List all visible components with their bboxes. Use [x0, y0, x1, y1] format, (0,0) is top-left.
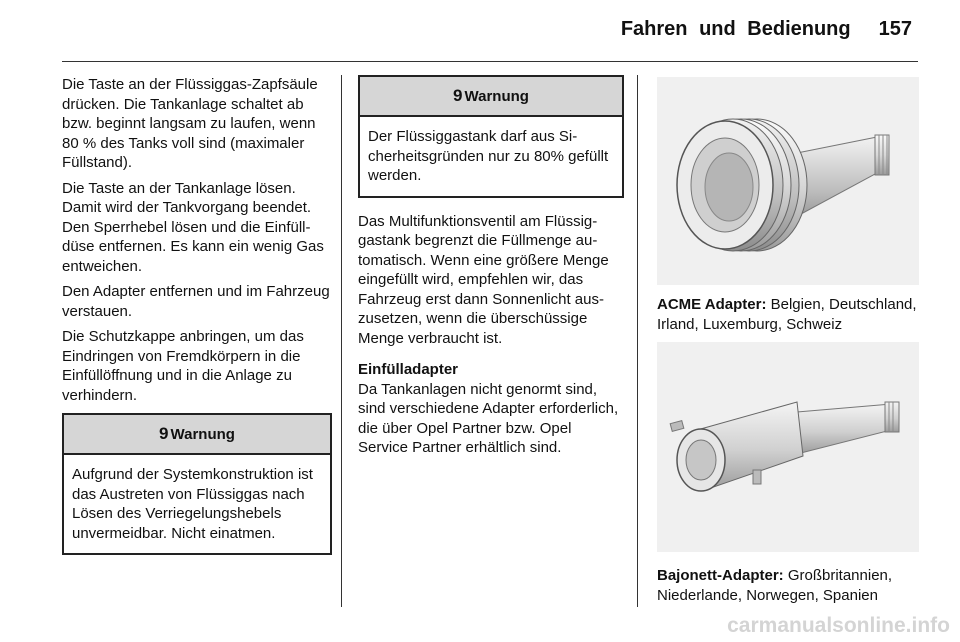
- warning-title: Warnung: [170, 426, 235, 443]
- column-left: [62, 75, 332, 555]
- paragraph: Da Tankanlagen nicht genormt sind, sind verschiedene Adapter erforderlich, die über Opel Partner bzw. Opel Service Partner erhältlich sind.: [358, 380, 619, 456]
- warning-box: [62, 413, 332, 555]
- warning-text: Aufgrund der Systemkonstruktion ist das Austreten von Flüssiggas nach Lösen des Verriegelungshebels unvermeidbar. Nicht einatmen.: [72, 466, 313, 542]
- warning-header: [64, 415, 330, 455]
- acme-adapter-illustration: [657, 77, 919, 285]
- paragraph: Das Multifunktionsventil am Flüssiggastank begrenzt die Füllmenge automatisch. Wenn eine größere Menge eingefüllt wird, empfehlen wir, das Fahrzeug erst dann Sonnenlicht auszusetzen, wenn die überschüssige Menge verbraucht ist.: [358, 212, 609, 347]
- page-header: [621, 18, 912, 41]
- section-heading: Einfülladapter: [358, 361, 459, 378]
- bajonett-adapter-image: [657, 342, 919, 552]
- caption-label: Bajonett-Adapter:: [657, 567, 784, 584]
- paragraph: Die Taste an der Flüssiggas-Zapfsäule drücken. Die Tankanlage schaltet ab bzw. beginnt langsam zu laufen, wenn 80 % des Tanks voll sind (maximaler Füllstand).: [62, 76, 318, 171]
- chapter-title: Fahren und Bedienung: [620, 18, 851, 40]
- bajonett-adapter-illustration: [657, 342, 919, 552]
- paragraph: Die Schutzkappe anbringen, um das Eindringen von Fremdkörpern in die Einfüllöffnung und in die Anlage zu verhindern.: [62, 328, 304, 404]
- paragraph: Den Adapter entfernen und im Fahrzeug verstauen.: [62, 283, 330, 320]
- paragraph: Die Taste an der Tankanlage lösen. Damit wird der Tankvorgang beendet. Den Sperrhebel lösen und die Einfülldüse entfernen. Es kann ein wenig Gas entweichen.: [62, 179, 324, 275]
- warning-icon: 9: [159, 424, 169, 443]
- column-right: [657, 75, 919, 605]
- caption-label: ACME Adapter:: [657, 296, 767, 313]
- watermark: carmanualsonline.info: [727, 614, 950, 637]
- warning-text: Der Flüssiggastank darf aus Sicherheitsgründen nur zu 80% gefüllt werden.: [368, 128, 609, 184]
- acme-adapter-image: [657, 77, 919, 285]
- page-number: 157: [878, 18, 912, 40]
- warning-icon: 9: [453, 86, 463, 105]
- column-divider: [637, 75, 638, 607]
- column-divider: [341, 75, 342, 607]
- warning-header: [360, 77, 622, 117]
- image-caption: [657, 566, 919, 605]
- caption-text: Belgien, Deutschland, Irland, Luxemburg, Schweiz: [657, 296, 917, 333]
- warning-title: Warnung: [464, 88, 529, 105]
- column-middle: [358, 75, 624, 464]
- header-rule: [62, 61, 918, 62]
- image-caption: [657, 295, 919, 334]
- caption-text: Großbritannien, Niederlande, Norwegen, Spanien: [657, 567, 893, 604]
- warning-box: [358, 75, 624, 198]
